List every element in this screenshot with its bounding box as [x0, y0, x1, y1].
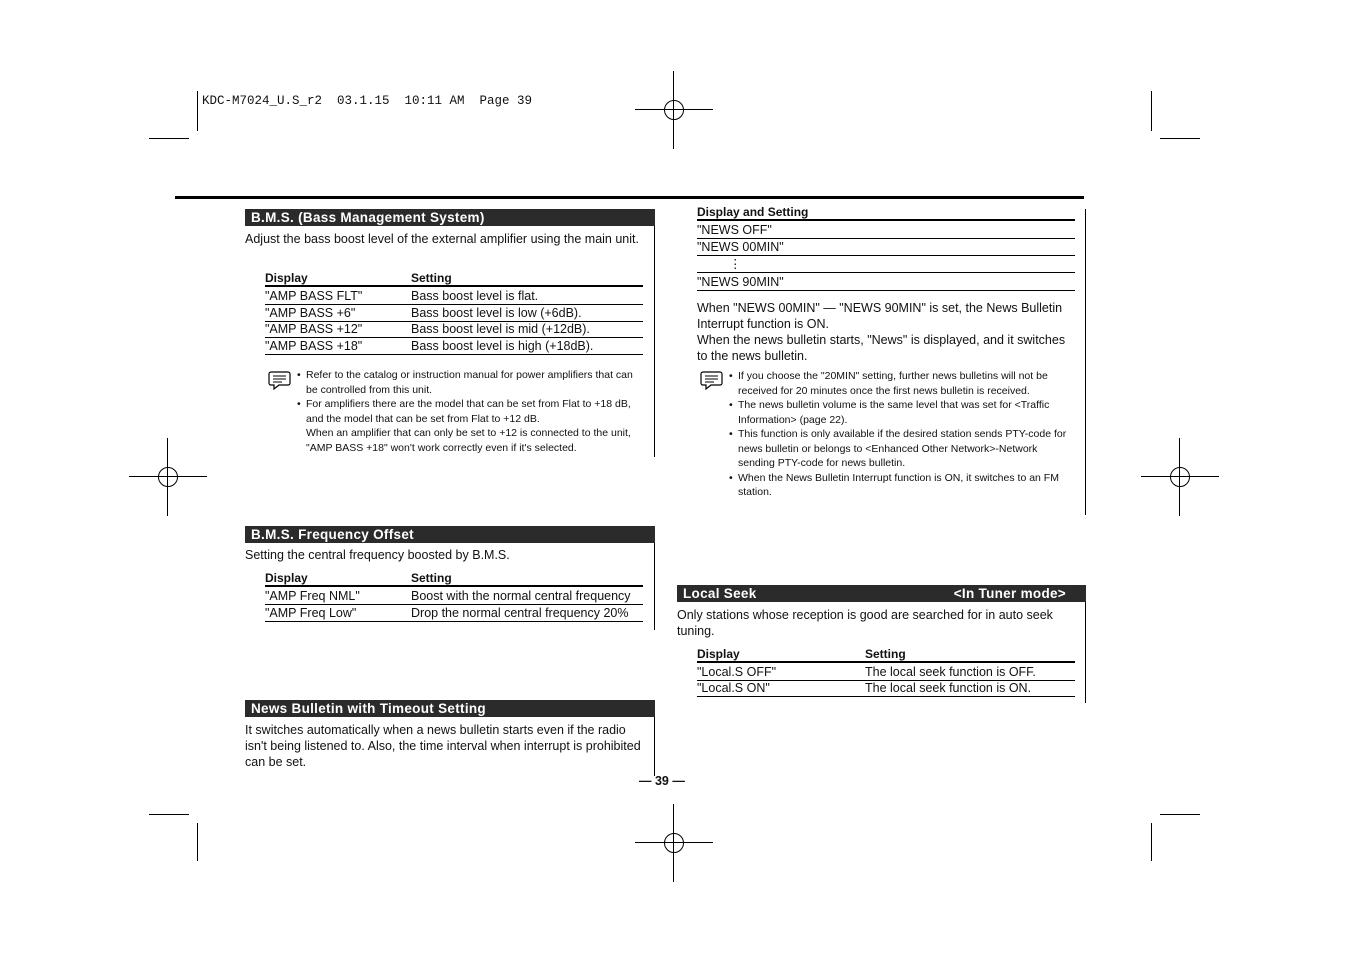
print-header: KDC-M7024_U.S_r2 03.1.15 10:11 AM Page 39	[202, 94, 533, 108]
local-seek-section-title	[677, 585, 1086, 602]
page-number: — 39 —	[639, 774, 685, 788]
bms-intro: Adjust the bass boost level of the external amplifier using the main unit.	[245, 232, 639, 246]
table-row: "AMP BASS +12" Bass boost level is mid (+12dB).	[265, 321, 643, 338]
news-para-1: When "NEWS 00MIN" — "NEWS 90MIN" is set, the News Bulletin Interrupt function is ON.	[697, 301, 1063, 331]
column-rule	[1085, 209, 1086, 515]
column-header-setting: Setting	[865, 647, 906, 661]
note-item: • For amplifiers there are the model that can be set from Flat to +18 dB, and the model that can be set from Flat to +12 dB.	[297, 397, 647, 426]
news-para-2: When the news bulletin starts, "News" is displayed, and it switches to the news bulletin.	[697, 333, 1066, 363]
top-rule	[175, 196, 1084, 199]
table-row: "NEWS OFF"	[697, 222, 1075, 239]
table-row: "AMP BASS +6" Bass boost level is low (+6dB).	[265, 305, 643, 322]
freq-intro: Setting the central frequency boosted by B.M.S.	[245, 548, 510, 562]
column-header-display: Display	[265, 571, 308, 585]
note-icon	[268, 369, 292, 391]
note-icon	[700, 369, 724, 391]
crop-mark	[1160, 138, 1200, 139]
table-row: ⋮	[697, 256, 1075, 273]
note-item: • If you choose the "20MIN" setting, further news bulletins will not be received for 20 minutes once the first news bulletin is received.	[729, 369, 1077, 398]
table-row: "AMP Freq NML" Boost with the normal central frequency	[265, 588, 643, 605]
registration-mark	[1141, 438, 1219, 516]
news-section-title: News Bulletin with Timeout Setting	[245, 700, 655, 717]
column-header-setting: Setting	[411, 571, 452, 585]
freq-table	[265, 571, 643, 623]
column-rule	[1085, 585, 1086, 703]
bms-section-title: B.M.S. (Bass Management System)	[245, 209, 655, 226]
bms-notes	[297, 368, 647, 455]
table-row: "NEWS 90MIN"	[697, 274, 1075, 291]
note-item: • When the News Bulletin Interrupt function is ON, it switches to an FM station.	[729, 471, 1077, 500]
registration-mark	[635, 71, 713, 149]
news-table	[697, 205, 1075, 293]
tuner-mode-label: <In Tuner mode>	[953, 586, 1066, 601]
crop-mark	[149, 814, 189, 815]
table-row: "AMP BASS FLT" Bass boost level is flat.	[265, 288, 643, 305]
note-item: • Refer to the catalog or instruction manual for power amplifiers that can be controlled from this unit.	[297, 368, 647, 397]
freq-section-title: B.M.S. Frequency Offset	[245, 526, 655, 543]
registration-mark	[635, 804, 713, 882]
table-row: "Local.S OFF" The local seek function is OFF.	[697, 664, 1075, 681]
news-intro: It switches automatically when a news bulletin starts even if the radio isn't being listened to. Also, the time interval when interrupt is prohibited can be set.	[245, 723, 641, 769]
table-row: "Local.S ON" The local seek function is ON.	[697, 680, 1075, 697]
table-row: "AMP Freq Low" Drop the normal central frequency 20%	[265, 605, 643, 622]
column-header-display: Display	[697, 647, 740, 661]
crop-mark	[197, 91, 198, 131]
news-notes	[729, 369, 1077, 500]
column-header-display-and-setting: Display and Setting	[697, 205, 809, 219]
registration-mark	[129, 438, 207, 516]
local-seek-title: Local Seek	[683, 586, 757, 601]
note-item: • The news bulletin volume is the same level that was set for <Traffic Information> (page 22).	[729, 398, 1077, 427]
column-header-setting: Setting	[411, 271, 452, 285]
table-row: "AMP BASS +18" Bass boost level is high (+18dB).	[265, 338, 643, 355]
crop-mark	[1160, 814, 1200, 815]
crop-mark	[1151, 91, 1152, 131]
crop-mark	[197, 823, 198, 861]
note-item: • This function is only available if the desired station sends PTY-code for news bulletin or belongs to <Enhanced Other Network>-Network sending PTY-code for news bulletin.	[729, 427, 1077, 471]
crop-mark	[149, 138, 189, 139]
table-row: "NEWS 00MIN"	[697, 239, 1075, 256]
note-item-continued: When an amplifier that can only be set to +12 is connected to the unit, "AMP BASS +18" won't work correctly even if it's selected.	[306, 427, 631, 454]
column-header-display: Display	[265, 271, 308, 285]
local-seek-intro: Only stations whose reception is good are searched for in auto seek tuning.	[677, 608, 1053, 638]
local-seek-table	[697, 647, 1075, 699]
bms-table	[265, 271, 643, 357]
column-rule	[654, 209, 655, 457]
crop-mark	[1151, 823, 1152, 861]
